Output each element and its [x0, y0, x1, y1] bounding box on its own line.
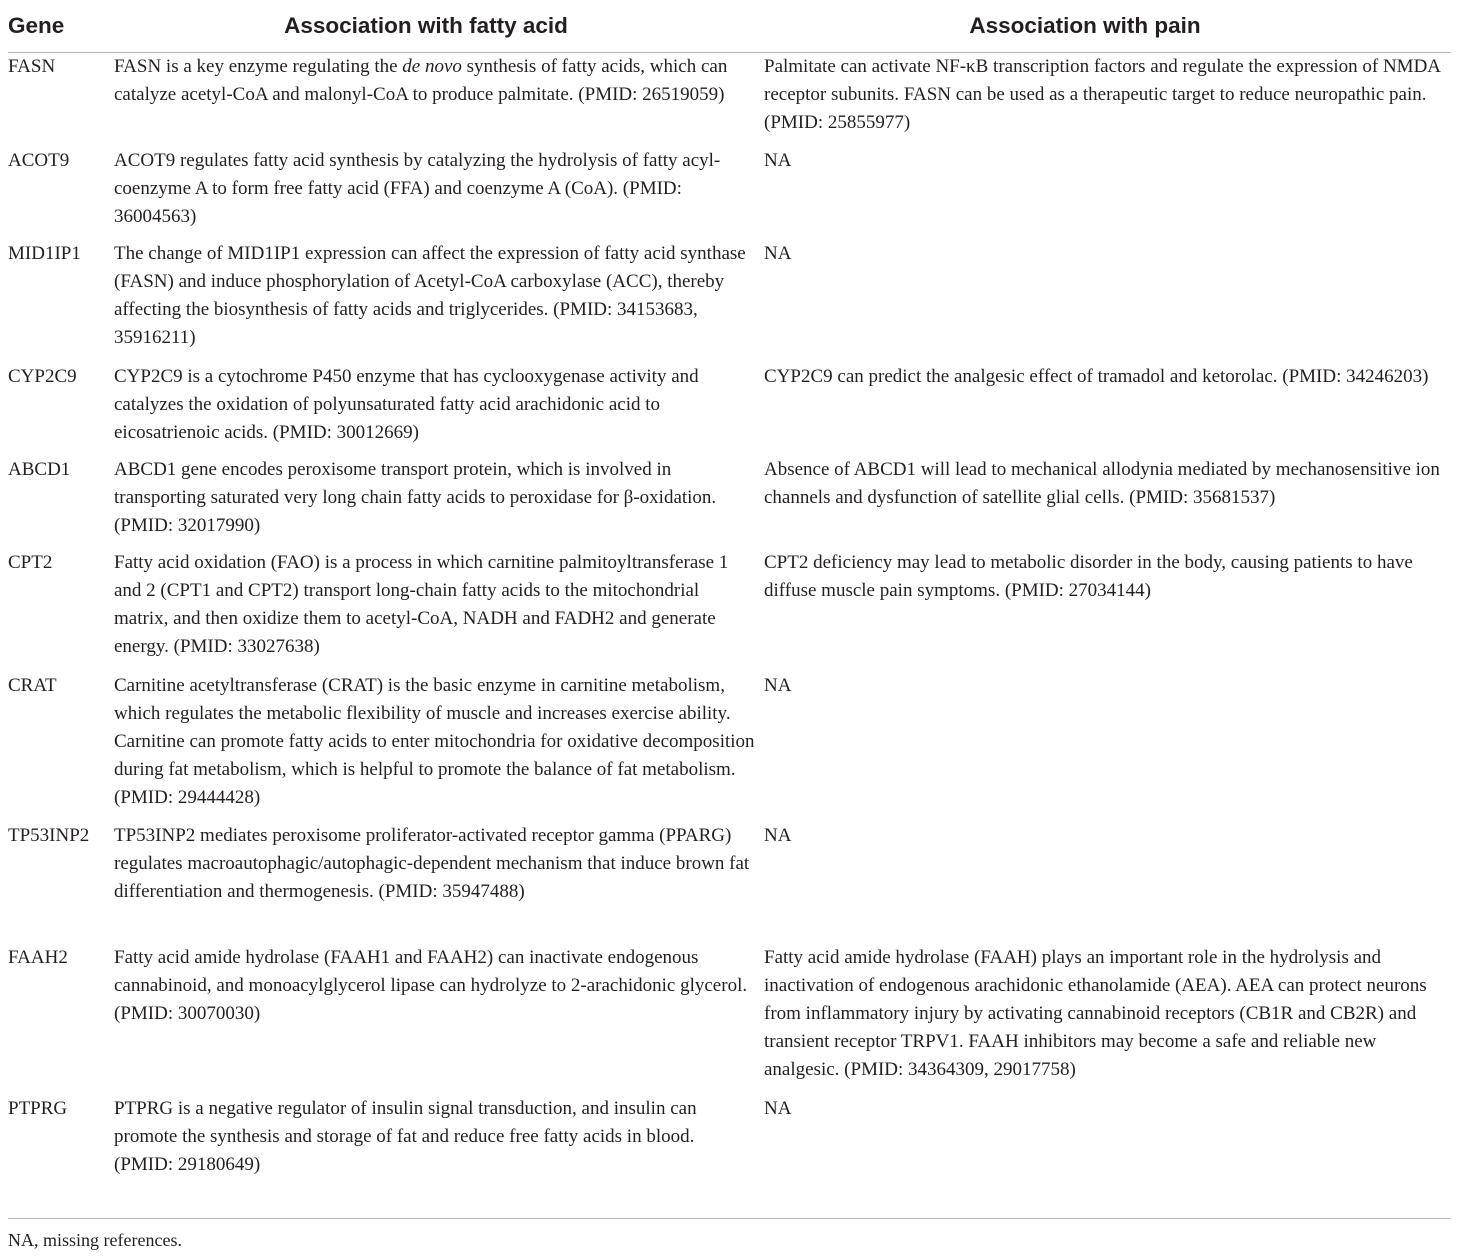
pain-cell: NA: [764, 824, 792, 846]
gene-cell: ACOT9: [8, 149, 70, 171]
pain-cell: Palmitate can activate NF-κB transcription factors and regulate the expression of NMDA receptor subunits. FASN can be used as a therapeutic target to reduce neuropathic pain. (PMID: 25855977): [764, 56, 1440, 134]
gene-cell: ABCD1: [8, 458, 71, 480]
gene-cell: MID1IP1: [8, 242, 81, 264]
pain-cell: CPT2 deficiency may lead to metabolic disorder in the body, causing patients to have diffuse muscle pain symptoms. (PMID: 27034144): [764, 551, 1413, 601]
fatty-acid-cell: Fatty acid oxidation (FAO) is a process in which carnitine palmitoyltransferase 1 and 2 (CPT1 and CPT2) transport long-chain fatty acids to the mitochondrial matrix, and then oxidize them to acetyl-CoA, NADH and FADH2 and generate energy. (PMID: 33027638): [114, 551, 729, 658]
gene-cell: FAAH2: [8, 946, 68, 968]
fatty-acid-cell: ACOT9 regulates fatty acid synthesis by catalyzing the hydrolysis of fatty acyl-coenzyme A to form free fatty acid (FFA) and coenzyme A (CoA). (PMID: 36004563): [114, 149, 721, 227]
gene-cell: CRAT: [8, 674, 57, 696]
pain-cell: NA: [764, 674, 792, 696]
pain-cell: NA: [764, 242, 792, 264]
gene-cell: PTPRG: [8, 1097, 68, 1119]
fatty-acid-cell: Carnitine acetyltransferase (CRAT) is the basic enzyme in carnitine metabolism, which regulates the metabolic flexibility of muscle and increases exercise ability. Carnitine can promote fatty acids to enter mitochondria for oxidative decomposition during fat metabolism, which is helpful to promote the balance of fat metabolism. (PMID: 29444428): [114, 674, 755, 809]
table-row: [8, 549, 1451, 672]
pain-cell: CYP2C9 can predict the analgesic effect of tramadol and ketorolac. (PMID: 34246203): [764, 365, 1429, 387]
header-row: [8, 0, 1451, 53]
pain-cell: NA: [764, 149, 792, 171]
pain-cell: NA: [764, 1097, 792, 1119]
table-row: [8, 944, 1451, 1095]
fatty-acid-italic-term: de novo: [402, 56, 462, 77]
table-row: [8, 672, 1451, 822]
gene-cell: CYP2C9: [8, 365, 77, 387]
fatty-acid-text: FASN is a key enzyme regulating the: [114, 56, 403, 77]
fatty-acid-cell: [114, 53, 764, 147]
table-row: [8, 1095, 1451, 1188]
gene-association-table: [8, 0, 1451, 1188]
gene-association-table-container: [8, 0, 1451, 1188]
header-fatty-acid: Association with fatty acid: [114, 0, 764, 53]
fatty-acid-cell: Fatty acid amide hydrolase (FAAH1 and FAAH2) can inactivate endogenous cannabinoid, and monoacylglycerol lipase can hydrolyze to 2-arachidonic glycerol. (PMID: 30070030): [114, 946, 748, 1024]
fatty-acid-text: synthesis of fatty acids, which can catalyze acetyl-CoA and malonyl-CoA to produce palmitate. (PMID: 26519059): [114, 56, 728, 106]
table-row: [8, 822, 1451, 944]
table-row: [8, 240, 1451, 363]
fatty-acid-cell: TP53INP2 mediates peroxisome proliferator-activated receptor gamma (PPARG) regulates macroautophagic/autophagic-dependent mechanism that induce brown fat differentiation and thermogenesis. (PMID: 35947488): [114, 824, 750, 902]
fatty-acid-cell: PTPRG is a negative regulator of insulin signal transduction, and insulin can promote the synthesis and storage of fat and reduce free fatty acids in blood. (PMID: 29180649): [114, 1097, 697, 1175]
header-pain: Association with pain: [764, 0, 1451, 53]
fatty-acid-cell: ABCD1 gene encodes peroxisome transport protein, which is involved in transporting saturated very long chain fatty acids to peroxidase for β-oxidation. (PMID: 32017990): [114, 458, 717, 536]
fatty-acid-cell: The change of MID1IP1 expression can affect the expression of fatty acid synthase (FASN) and induce phosphorylation of Acetyl-CoA carboxylase (ACC), thereby affecting the biosynthesis of fatty acids and triglycerides. (PMID: 34153683, 35916211): [114, 242, 746, 349]
table-bottom-rule: [8, 1218, 1451, 1219]
table-row: [8, 53, 1451, 147]
table-header: [8, 0, 1451, 53]
gene-cell: CPT2: [8, 551, 53, 573]
gene-cell: FASN: [8, 56, 56, 77]
table-row: [8, 456, 1451, 549]
pain-cell: Fatty acid amide hydrolase (FAAH) plays an important role in the hydrolysis and inactivation of endogenous arachidonic ethanolamide (AEA). AEA can protect neurons from inflammatory injury by activating cannabinoid receptors (CB1R and CB2R) and transient receptor TRPV1. FAAH inhibitors may become a safe and reliable new analgesic. (PMID: 34364309, 29017758): [764, 946, 1427, 1081]
table-row: [8, 147, 1451, 240]
fatty-acid-cell: CYP2C9 is a cytochrome P450 enzyme that has cyclooxygenase activity and catalyzes the oxidation of polyunsaturated fatty acid arachidonic acid to eicosatrienoic acids. (PMID: 30012669): [114, 365, 699, 443]
pain-cell: Absence of ABCD1 will lead to mechanical allodynia mediated by mechanosensitive ion channels and dysfunction of satellite glial cells. (PMID: 35681537): [764, 458, 1440, 508]
gene-cell: TP53INP2: [8, 824, 90, 846]
table-footnote: NA, missing references.: [8, 1230, 182, 1250]
header-gene: Gene: [8, 0, 114, 53]
table-row: [8, 363, 1451, 456]
table-body: [8, 53, 1451, 1188]
